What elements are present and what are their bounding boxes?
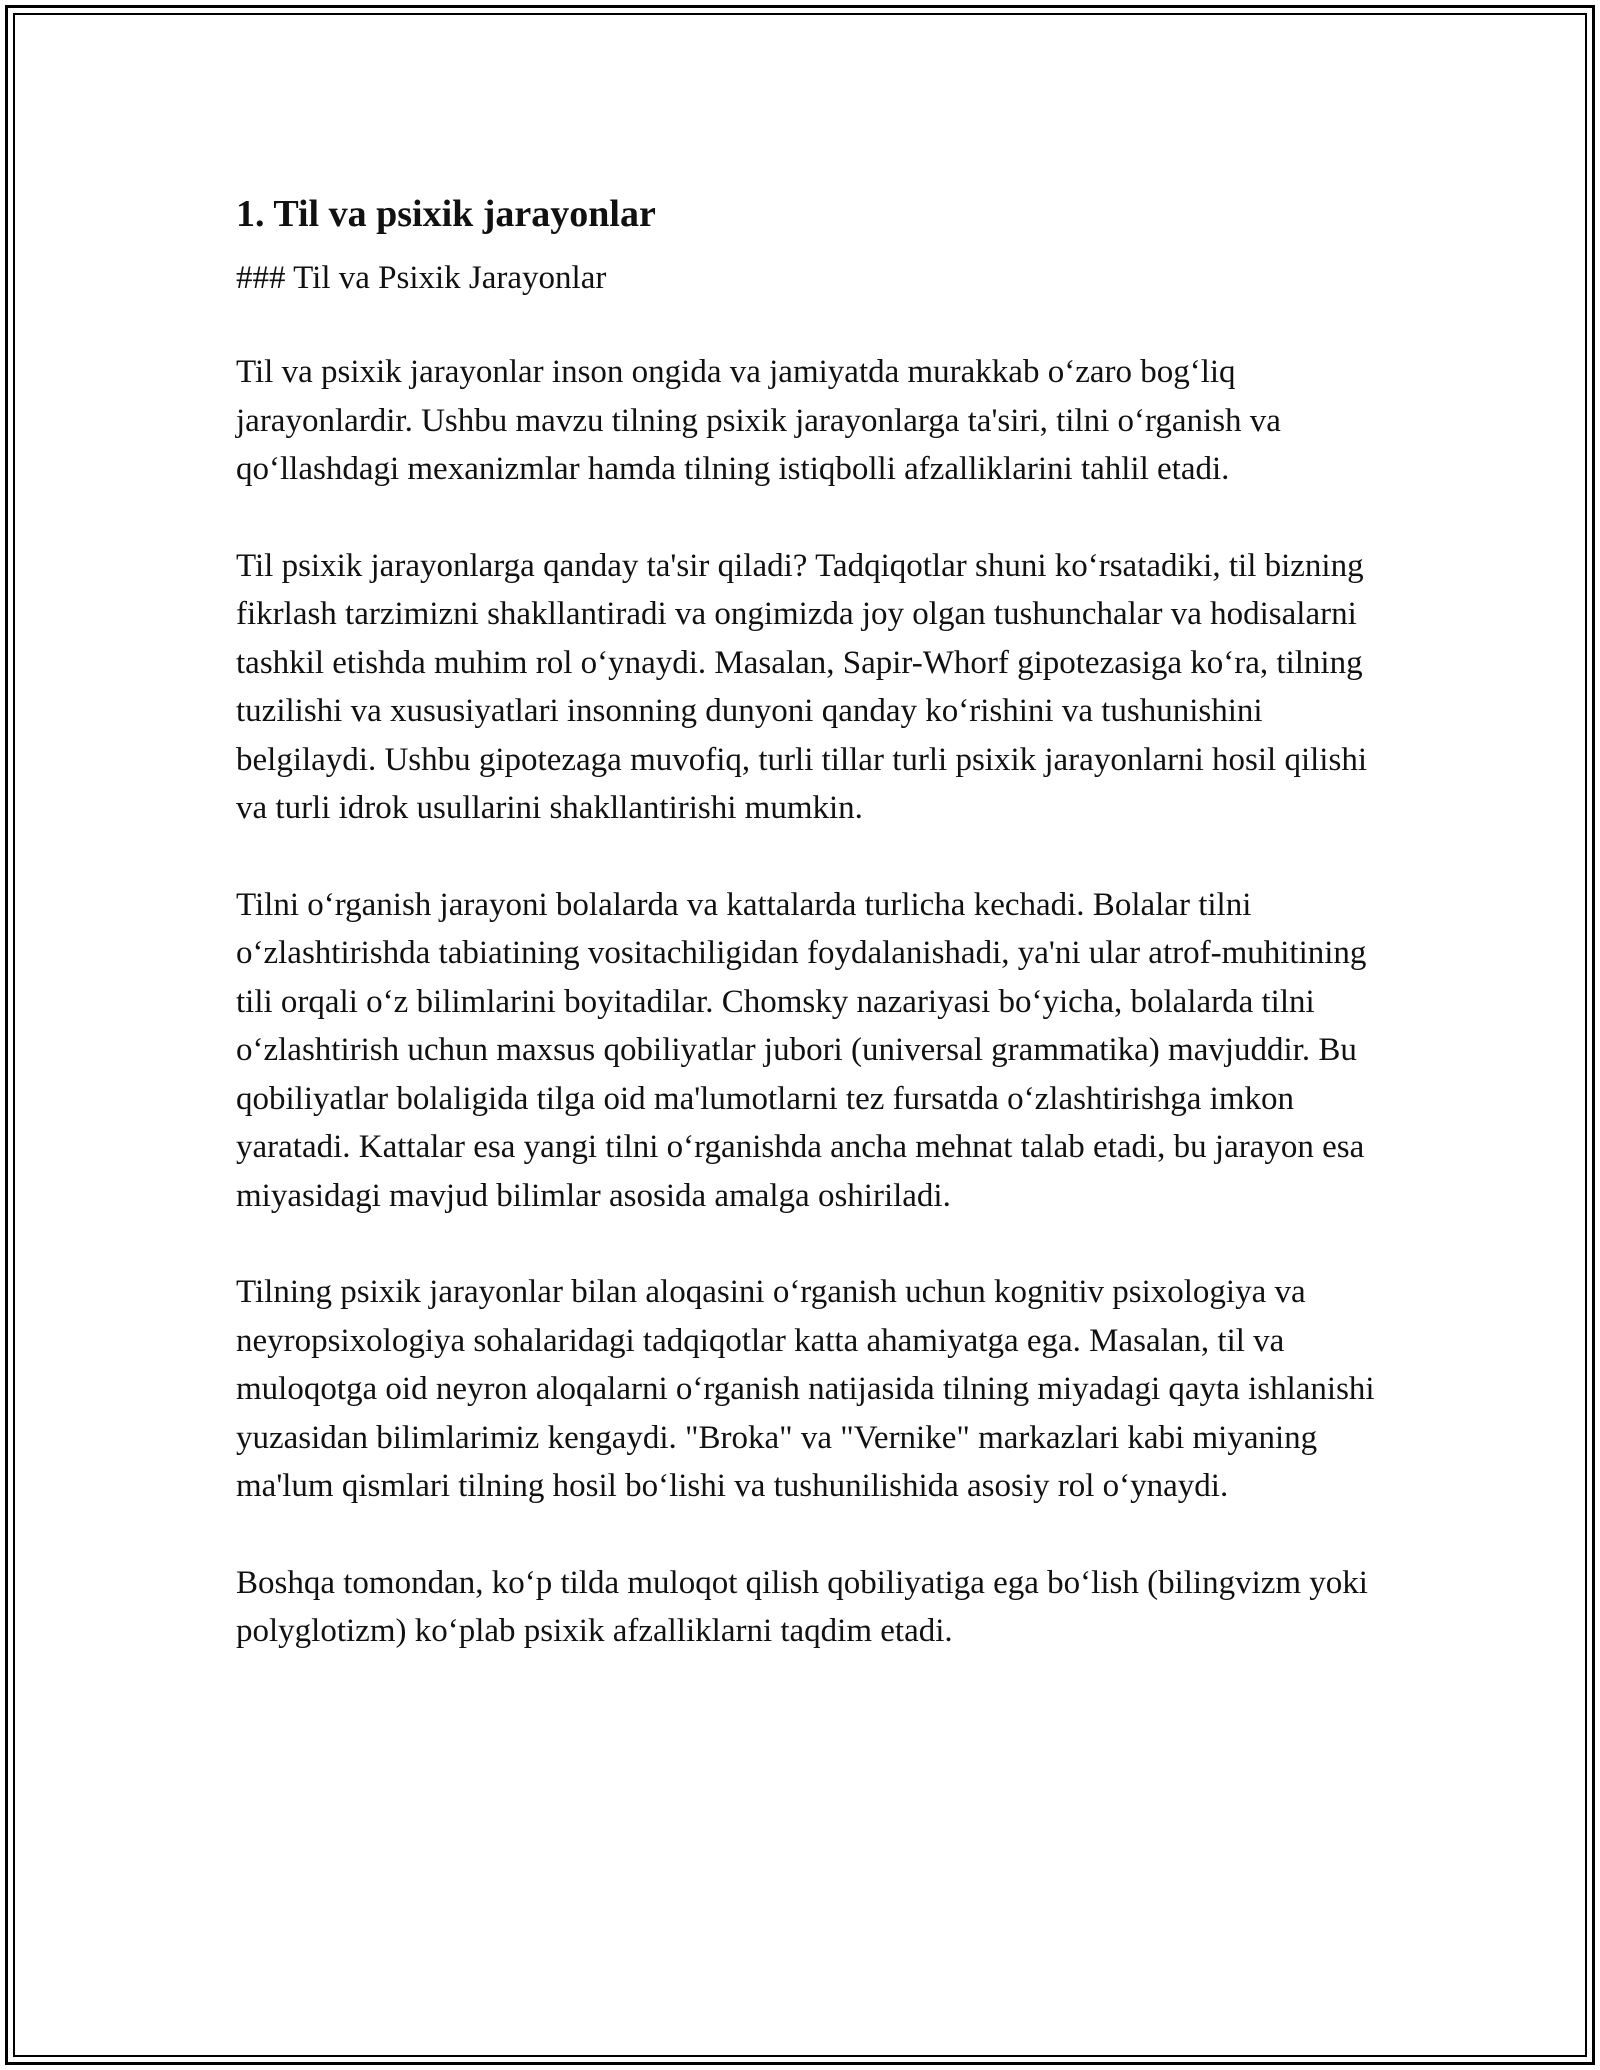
paragraph-2: Til psixik jarayonlarga qanday ta'sir qiladi? Tadqiqotlar shuni ko‘rsatadiki, til bizning fikrlash tarzimizni shakllantiradi va ongimizda joy olgan tushunchalar va hodisalarni tashkil etishda muhim rol o‘ynaydi. Masalan, Sapir-Whorf gipotezasiga ko‘ra, tilning tuzilishi va xususiyatlari insonning dunyoni qanday ko‘rishini va tushunishini belgilaydi. Ushbu gipotezaga muvofiq, turli tillar turli psixik jarayonlarni hosil qilishi va turli idrok usullarini shakllantirishi mumkin.	[236, 547, 1367, 826]
document-subheading: ### Til va Psixik Jarayonlar	[236, 260, 607, 296]
paragraph-1: Til va psixik jarayonlar inson ongida va jamiyatda murakkab o‘zaro bog‘liq jarayonlardir. Ushbu mavzu tilning psixik jarayonlarga ta'siri, tilni o‘rganish va qo‘llashdagi mexanizmlar hamda tilning istiqbolli afzalliklarini tahlil etadi.	[236, 354, 1281, 487]
paragraph-5: Boshqa tomondan, ko‘p tilda muloqot qilish qobiliyatiga ega bo‘lish (bilingvizm yoki polyglotizm) ko‘plab psixik afzalliklarni taqdim etadi.	[236, 1564, 1368, 1649]
document-title: 1. Til va psixik jarayonlar	[236, 193, 656, 235]
paragraph-4: Tilning psixik jarayonlar bilan aloqasini o‘rganish uchun kognitiv psixologiya va neyropsixologiya sohalaridagi tadqiqotlar katta ahamiyatga ega. Masalan, til va muloqotga oid neyron aloqalarni o‘rganish natijasida tilning miyadagi qayta ishlanishi yuzasidan bilimlarimiz kengaydi. "Broka" va "Vernike" markazlari kabi miyaning ma'lum qismlari tilning hosil bo‘lishi va tushunilishida asosiy rol o‘ynaydi.	[236, 1274, 1375, 1504]
document-body	[236, 186, 1386, 1656]
paragraph-3: Tilni o‘rganish jarayoni bolalarda va kattalarda turlicha kechadi. Bolalar tilni o‘zlashtirishda tabiatining vositachiligidan foydalanishadi, ya'ni ular atrof-muhitining tili orqali o‘z bilimlarini boyitadilar. Chomsky nazariyasi bo‘yicha, bolalarda tilni o‘zlashtirish uchun maxsus qobiliyatlar jubori (universal grammatika) mavjuddir. Bu qobiliyatlar bolaligida tilga oid ma'lumotlarni tez fursatda o‘zlashtirishga imkon yaratadi. Kattalar esa yangi tilni o‘rganishda ancha mehnat talab etadi, bu jarayon esa miyasidagi mavjud bilimlar asosida amalga oshiriladi.	[236, 886, 1367, 1214]
